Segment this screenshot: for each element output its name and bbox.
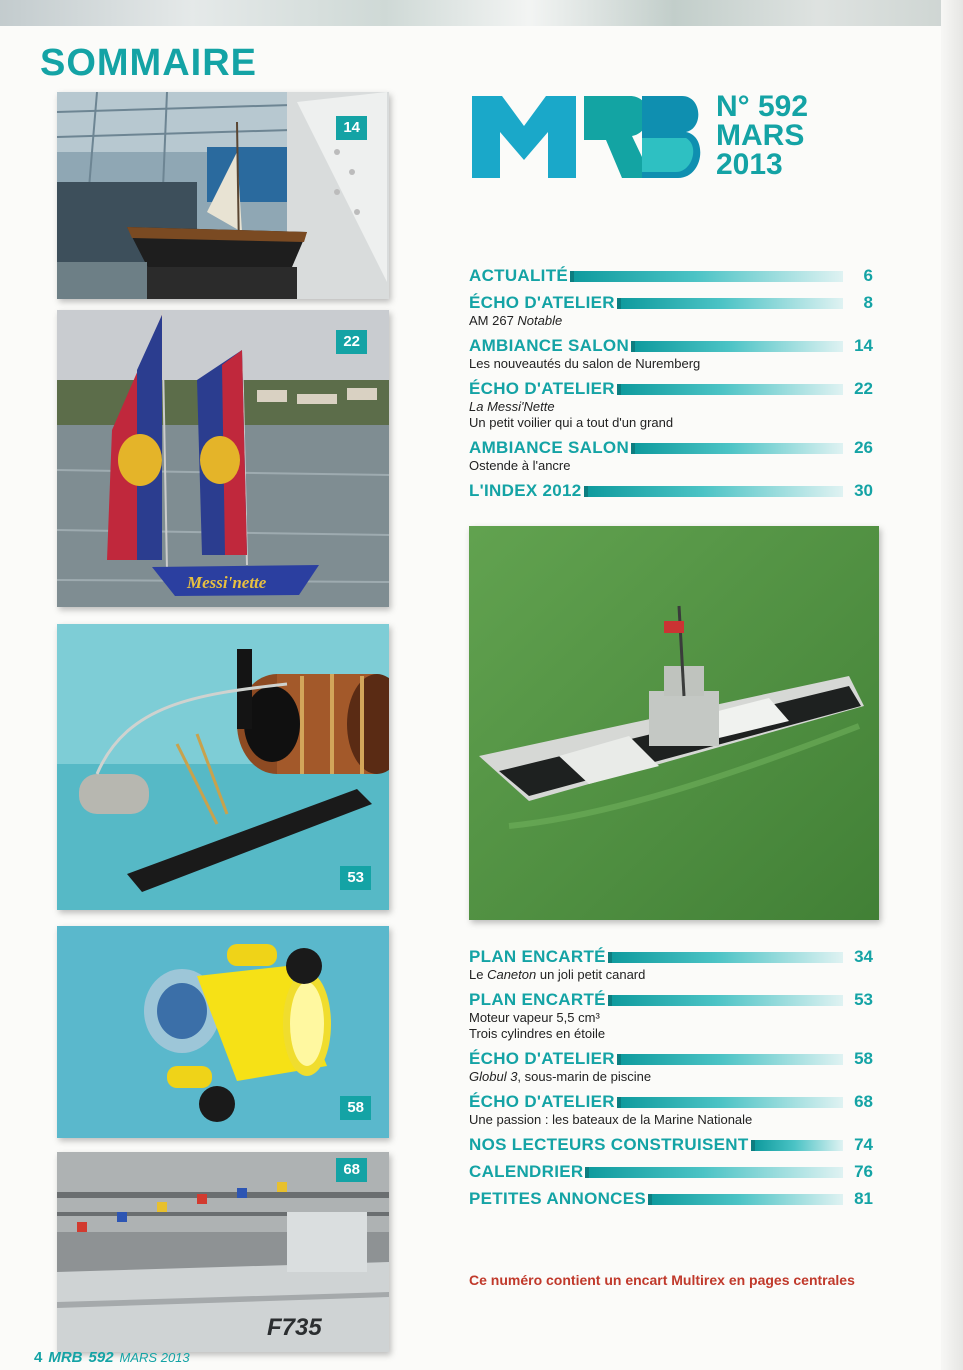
toc-entry (469, 336, 873, 372)
toc-subtitle-italic: Caneton (487, 967, 537, 982)
toc-heading-row (469, 1189, 873, 1209)
toc-subtitle (469, 313, 873, 329)
toc-section-title: ÉCHO D'ATELIER (469, 1092, 615, 1111)
toc-leader-bar (648, 1194, 843, 1205)
toc-subtitle-text: Un petit voilier qui a tout d'un grand (469, 415, 674, 430)
footer-issue: 592 (88, 1349, 114, 1366)
toc-leader-bar (570, 271, 843, 282)
submarine-illustration (57, 926, 389, 1138)
warship-illustration (469, 526, 879, 920)
toc-section-title: PLAN ENCARTÉ (469, 947, 606, 966)
toc-subtitle-text: , sous-marin de piscine (517, 1069, 652, 1084)
hull-number: F735 (267, 1314, 322, 1341)
toc-entry (469, 1162, 873, 1182)
toc-leader-bar (617, 1097, 843, 1108)
toc-entry (469, 947, 873, 983)
toc-heading-row (469, 1049, 873, 1069)
toc-heading-row (469, 336, 873, 356)
toc-entry (469, 481, 873, 501)
issue-month: MARS (716, 119, 805, 152)
toc-heading-row (469, 1135, 873, 1155)
toc-subtitle (469, 1112, 873, 1128)
toc-section-title: ÉCHO D'ATELIER (469, 379, 615, 398)
toc-heading-row (469, 438, 873, 458)
toc-subtitle (469, 1026, 873, 1042)
page-badge: 53 (340, 866, 371, 890)
footer-date: MARS 2013 (119, 1350, 190, 1365)
toc-section-title: PETITES ANNONCES (469, 1189, 647, 1208)
footer-page-number: 4 (34, 1349, 43, 1366)
toc-page-number: 8 (863, 293, 873, 312)
toc-entry (469, 1092, 873, 1128)
toc-page-number: 30 (854, 481, 873, 500)
toc-leader-bar (631, 443, 843, 454)
page-badge: 58 (340, 1096, 371, 1120)
toc-page-number: 74 (854, 1135, 873, 1154)
toc-page-number: 26 (854, 438, 873, 457)
toc-page-number: 81 (854, 1189, 873, 1208)
toc-subtitle-italic: La Messi'Nette (469, 399, 555, 414)
salon-nuremberg-photo (57, 92, 389, 299)
page-edge (941, 0, 963, 1370)
table-of-contents-bottom (469, 947, 873, 1216)
insert-note: Ce numéro contient un encart Multirex en pages centrales (469, 1272, 855, 1288)
toc-subtitle-italic: Notable (517, 313, 563, 328)
mrb-logo (472, 88, 704, 180)
toc-subtitle (469, 1069, 873, 1085)
steam-engine-illustration (57, 624, 389, 910)
toc-entry (469, 293, 873, 329)
sailboat-illustration (57, 310, 389, 607)
toc-subtitle-text: Les nouveautés du salon de Nuremberg (469, 356, 701, 371)
toc-subtitle-text: un joli petit canard (536, 967, 646, 982)
toc-subtitle-text: Moteur vapeur 5,5 cm³ (469, 1010, 600, 1025)
footer-brand: MRB (48, 1349, 83, 1366)
hull-lettering: Messi'nette (187, 573, 267, 592)
toc-entry (469, 1049, 873, 1085)
toc-leader-bar (584, 486, 843, 497)
toc-page-number: 76 (854, 1162, 873, 1181)
toc-leader-bar (631, 341, 843, 352)
toc-subtitle-text: Ostende à l'ancre (469, 458, 571, 473)
toc-subtitle (469, 399, 873, 415)
toc-subtitle-text: Une passion : les bateaux de la Marine Nationale (469, 1112, 753, 1127)
toc-section-title: ÉCHO D'ATELIER (469, 1049, 615, 1068)
toc-section-title: AMBIANCE SALON (469, 336, 630, 355)
page-title: SOMMAIRE (40, 42, 257, 84)
toc-subtitle-text: Le (469, 967, 488, 982)
toc-page-number: 58 (854, 1049, 873, 1068)
toc-entry (469, 379, 873, 431)
messi-nette-photo (57, 310, 389, 607)
toc-page-number: 34 (854, 947, 873, 966)
toc-heading-row (469, 266, 873, 286)
toc-subtitle-text: Trois cylindres en étoile (469, 1026, 606, 1041)
toc-leader-bar (608, 952, 843, 963)
destroyer-escort-photo (469, 526, 879, 920)
toc-heading-row (469, 947, 873, 967)
table-of-contents-top (469, 266, 873, 508)
toc-heading-row (469, 379, 873, 399)
toc-leader-bar (608, 995, 843, 1006)
toc-section-title: ACTUALITÉ (469, 266, 569, 285)
toc-leader-bar (617, 1054, 843, 1065)
toc-section-title: PLAN ENCARTÉ (469, 990, 606, 1009)
toc-subtitle (469, 458, 873, 474)
toc-leader-bar (617, 384, 843, 395)
toc-leader-bar (617, 298, 843, 309)
page-footer (34, 1349, 190, 1366)
toc-leader-bar (585, 1167, 843, 1178)
top-image-strip (0, 0, 963, 26)
toc-heading-row (469, 481, 873, 501)
toc-entry (469, 438, 873, 474)
toc-heading-row (469, 293, 873, 313)
toc-section-title: NOS LECTEURS CONSTRUISENT (469, 1135, 749, 1154)
toc-subtitle (469, 356, 873, 372)
toc-heading-row (469, 1092, 873, 1112)
issue-number: N° 592 (716, 90, 809, 123)
issue-block (716, 92, 808, 179)
toc-entry (469, 1135, 873, 1155)
toc-subtitle (469, 1010, 873, 1026)
toc-page-number: 22 (854, 379, 873, 398)
frigate-illustration (57, 1152, 389, 1352)
toc-leader-bar (751, 1140, 843, 1151)
toc-entry (469, 1189, 873, 1209)
globul-submarine-photo (57, 926, 389, 1138)
toc-section-title: L'INDEX 2012 (469, 481, 582, 500)
toc-heading-row (469, 1162, 873, 1182)
toc-section-title: CALENDRIER (469, 1162, 584, 1181)
toc-page-number: 53 (854, 990, 873, 1009)
mrb-logo-mark (472, 88, 704, 180)
toc-page-number: 68 (854, 1092, 873, 1111)
toc-subtitle (469, 415, 873, 431)
toc-entry (469, 990, 873, 1042)
page-badge: 14 (336, 116, 367, 140)
toc-section-title: AMBIANCE SALON (469, 438, 630, 457)
marine-nationale-photo (57, 1152, 389, 1352)
issue-year: 2013 (716, 148, 783, 181)
toc-subtitle-text: AM 267 (469, 313, 518, 328)
page-badge: 22 (336, 330, 367, 354)
toc-page-number: 14 (854, 336, 873, 355)
toc-page-number: 6 (863, 266, 873, 285)
toc-section-title: ÉCHO D'ATELIER (469, 293, 615, 312)
page-badge: 68 (336, 1158, 367, 1182)
toc-subtitle-italic: Globul 3 (469, 1069, 518, 1084)
toc-subtitle (469, 967, 873, 983)
steam-engine-photo (57, 624, 389, 910)
toc-heading-row (469, 990, 873, 1010)
toc-entry (469, 266, 873, 286)
